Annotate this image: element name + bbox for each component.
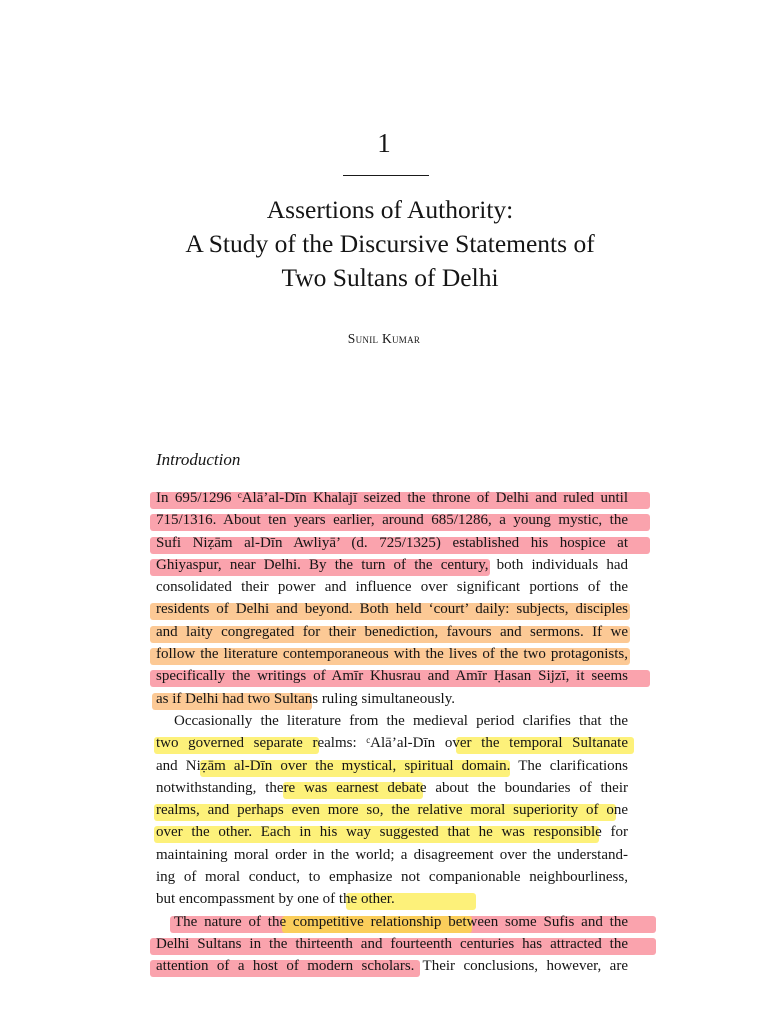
author-name: Sunil Kumar xyxy=(347,331,421,346)
body-line xyxy=(156,688,628,710)
body-line-text: attention of a host of modern scholars. Their conclusions, however, are xyxy=(156,958,628,975)
body-line xyxy=(156,643,628,665)
section-heading: Introduction xyxy=(156,450,241,469)
body-line-text: The nature of the competitive relationship between some Sufis and the xyxy=(174,913,628,930)
body-line-text: 715/1316. About ten years earlier, around 685/1286, a young mystic, the xyxy=(156,512,628,529)
body-line-text: and Niẓām al-Dīn over the mystical, spiritual domain. The clarifications xyxy=(156,757,628,774)
body-line xyxy=(156,554,628,576)
body-line xyxy=(156,888,628,910)
body-line xyxy=(156,911,628,933)
body-line xyxy=(156,710,628,732)
body-line-text: as if Delhi had two Sultans ruling simultaneously. xyxy=(156,690,455,707)
chapter-number: 1 xyxy=(377,128,391,158)
body-line-text: maintaining moral order in the world; a disagreement over the understand- xyxy=(156,846,628,863)
body-line-text: consolidated their power and influence over significant portions of the xyxy=(156,579,628,596)
body-line xyxy=(156,509,628,531)
body-line-text: Delhi Sultans in the thirteenth and fourteenth centuries has attracted the xyxy=(156,935,628,952)
body-line xyxy=(156,755,628,777)
body-line-text: realms, and perhaps even more so, the relative moral superiority of one xyxy=(156,802,628,819)
body-line xyxy=(156,621,628,643)
chapter-title xyxy=(120,193,660,295)
body-line-text: follow the literature contemporaneous with the lives of the two protagonists, xyxy=(156,646,628,663)
body-line xyxy=(156,933,628,955)
body-line xyxy=(156,598,628,620)
chapter-title-line-1: Assertions of Authority: xyxy=(266,195,514,224)
body-line-text: Ghiyaspur, near Delhi. By the turn of the century, both individuals had xyxy=(156,556,628,573)
body-line-text: Occasionally the literature from the medieval period clarifies that the xyxy=(174,712,628,729)
body-line-text: specifically the writings of Amīr Khusrau and Amīr Ḥasan Sijzī, it seems xyxy=(156,668,628,685)
body-line xyxy=(156,844,628,866)
body-line xyxy=(156,821,628,843)
body-line xyxy=(156,487,628,509)
chapter-rule xyxy=(343,175,429,176)
body-line xyxy=(156,799,628,821)
body-line-text: Sufi Niẓām al-Dīn Awliyā’ (d. 725/1325) established his hospice at xyxy=(156,534,628,551)
body-line-text: residents of Delhi and beyond. Both held ‘court’ daily: subjects, disciples xyxy=(156,601,628,618)
body-line-text: two governed separate realms: ᶜAlā’al-Dīn over the temporal Sultanate xyxy=(156,735,628,752)
body-line xyxy=(156,576,628,598)
body-line-text: ing of moral conduct, to emphasize not companionable neighbourliness, xyxy=(156,869,628,886)
body-line-text: but encompassment by one of the other. xyxy=(156,891,395,908)
body-line xyxy=(156,732,628,754)
body-line xyxy=(156,532,628,554)
body-line xyxy=(156,777,628,799)
body-line-text: notwithstanding, there was earnest debate about the boundaries of their xyxy=(156,779,628,796)
body-line xyxy=(156,665,628,687)
body-line-text: over the other. Each in his way suggested that he was responsible for xyxy=(156,824,628,841)
body-line xyxy=(156,955,628,977)
chapter-title-line-2: A Study of the Discursive Statements of xyxy=(185,229,595,258)
body-line-text: and laity congregated for their benediction, favours and sermons. If we xyxy=(156,623,628,640)
body-line xyxy=(156,866,628,888)
chapter-title-line-3: Two Sultans of Delhi xyxy=(281,263,499,292)
body-text xyxy=(156,487,628,978)
body-line-text: In 695/1296 ᶜAlā’al-Dīn Khalajī seized the throne of Delhi and ruled until xyxy=(156,490,628,506)
